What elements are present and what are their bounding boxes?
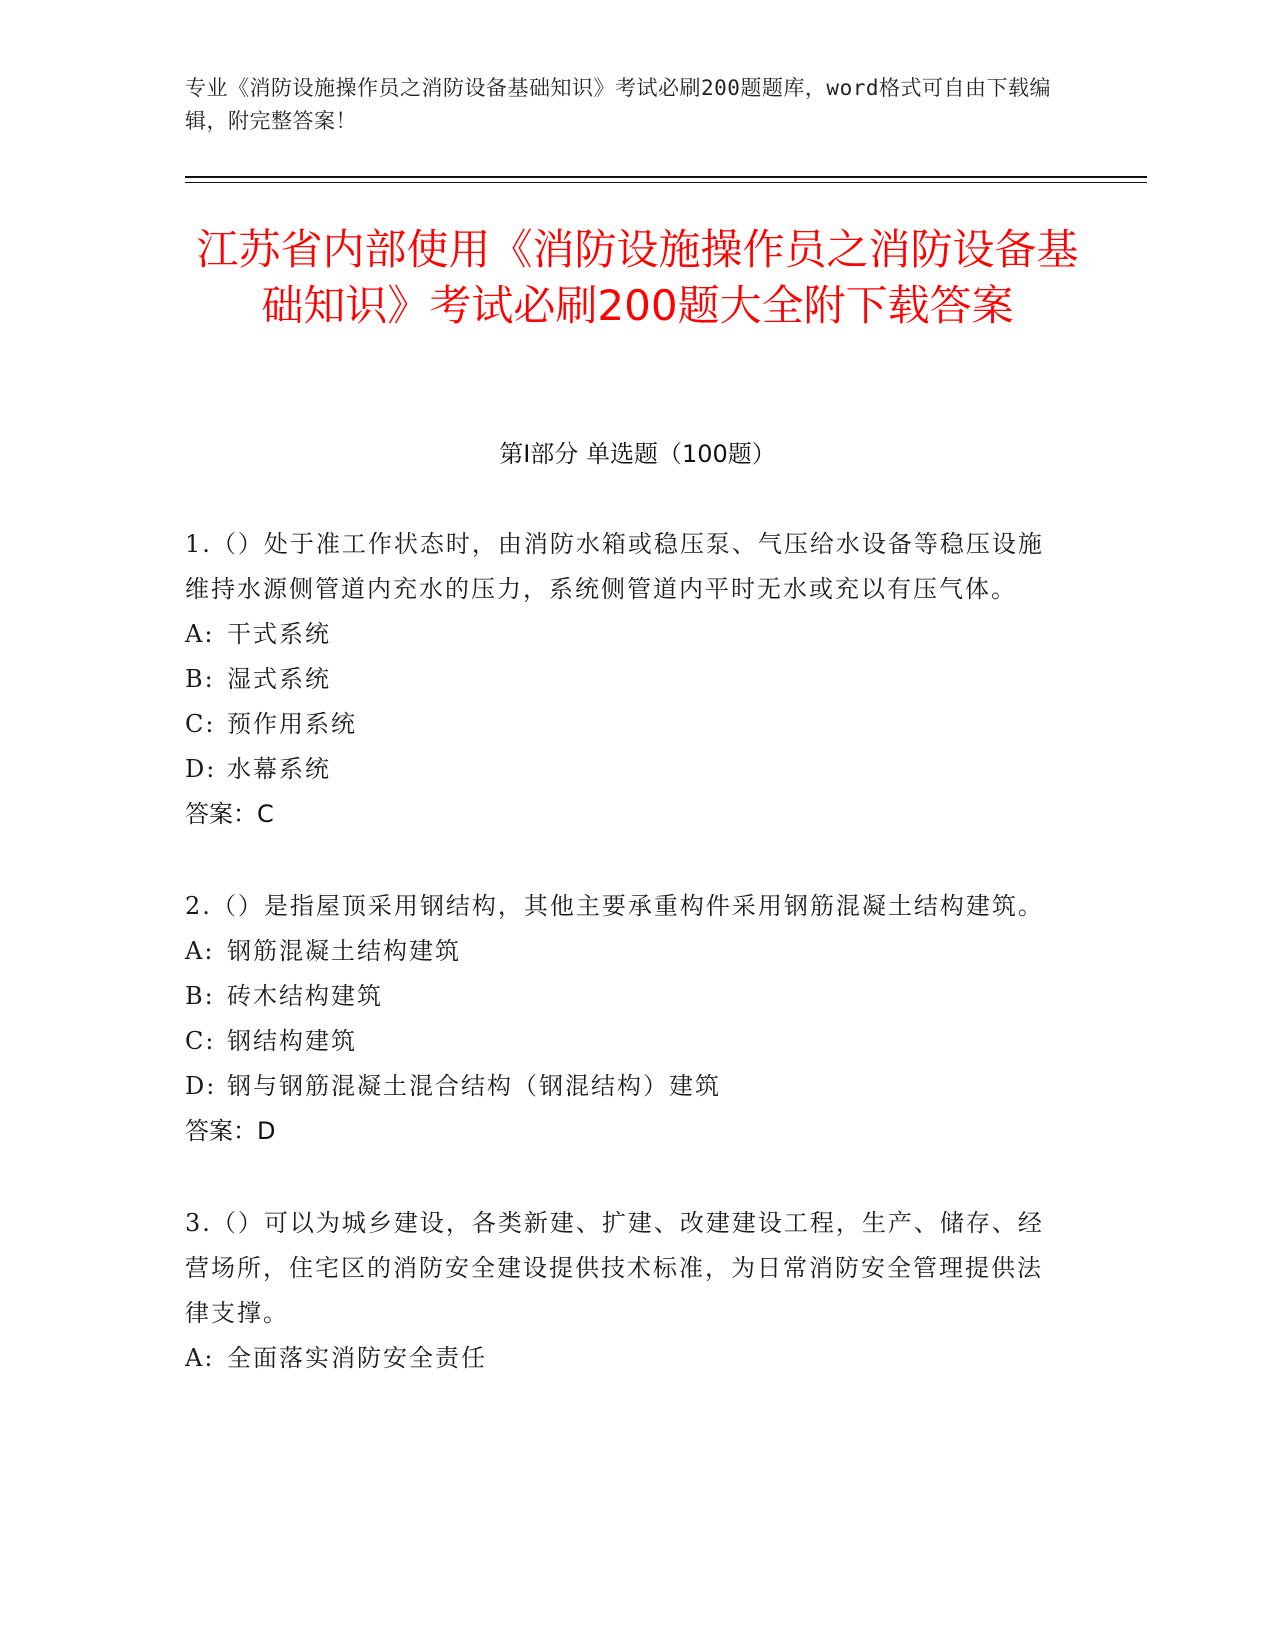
question-3	[185, 1201, 1065, 1381]
question-stem: 1.（）处于准工作状态时，由消防水箱或稳压泵、气压给水设备等稳压设施维持水源侧管道内充水的压力，系统侧管道内平时无水或充以有压气体。	[185, 530, 1044, 603]
option-text: 湿式系统	[227, 665, 331, 693]
option-letter: B:	[185, 982, 215, 1010]
option-letter: A:	[185, 620, 215, 648]
option-a	[185, 1336, 1065, 1381]
option-b	[185, 974, 1065, 1019]
option-d	[185, 1064, 1065, 1109]
header-rule-thin	[185, 182, 1147, 183]
option-letter: A:	[185, 1344, 215, 1372]
question-1	[185, 522, 1065, 837]
option-text: 钢与钢筋混凝土混合结构（钢混结构）建筑	[227, 1072, 721, 1100]
option-text: 全面落实消防安全责任	[227, 1344, 487, 1372]
option-a	[185, 929, 1065, 974]
option-text: 钢筋混凝土结构建筑	[227, 937, 461, 965]
option-text: 干式系统	[227, 620, 331, 648]
option-letter: D:	[185, 1072, 217, 1100]
answer-line: 答案：D	[185, 1117, 276, 1145]
option-d	[185, 747, 1065, 792]
option-letter: A:	[185, 937, 215, 965]
question-2	[185, 884, 1065, 1154]
option-b	[185, 657, 1065, 702]
option-letter: D:	[185, 755, 217, 783]
question-stem: 3.（）可以为城乡建设，各类新建、扩建、改建建设工程，生产、储存、经营场所，住宅区的消防安全建设提供技术标准，为日常消防安全管理提供法律支撑。	[185, 1209, 1044, 1327]
option-letter: C:	[185, 710, 216, 738]
option-a	[185, 612, 1065, 657]
option-letter: C:	[185, 1027, 216, 1055]
option-text: 砖木结构建筑	[227, 982, 383, 1010]
option-text: 水幕系统	[227, 755, 331, 783]
header-note: 专业《消防设施操作员之消防设备基础知识》考试必刷200题题库，word格式可自由下载编辑，附完整答案！	[185, 76, 1051, 133]
question-stem: 2.（）是指屋顶采用钢结构，其他主要承重构件采用钢筋混凝土结构建筑。	[185, 892, 1044, 920]
option-letter: B:	[185, 665, 215, 693]
header-rule-thick	[185, 176, 1147, 178]
answer-line: 答案：C	[185, 800, 274, 828]
option-text: 钢结构建筑	[227, 1027, 357, 1055]
option-text: 预作用系统	[227, 710, 357, 738]
option-c	[185, 1019, 1065, 1064]
section-heading: 第I部分 单选题（100题）	[499, 440, 776, 468]
option-c	[185, 702, 1065, 747]
document-title: 江苏省内部使用《消防设施操作员之消防设备基础知识》考试必刷200题大全附下载答案	[196, 225, 1079, 330]
question-list	[185, 522, 1065, 1428]
